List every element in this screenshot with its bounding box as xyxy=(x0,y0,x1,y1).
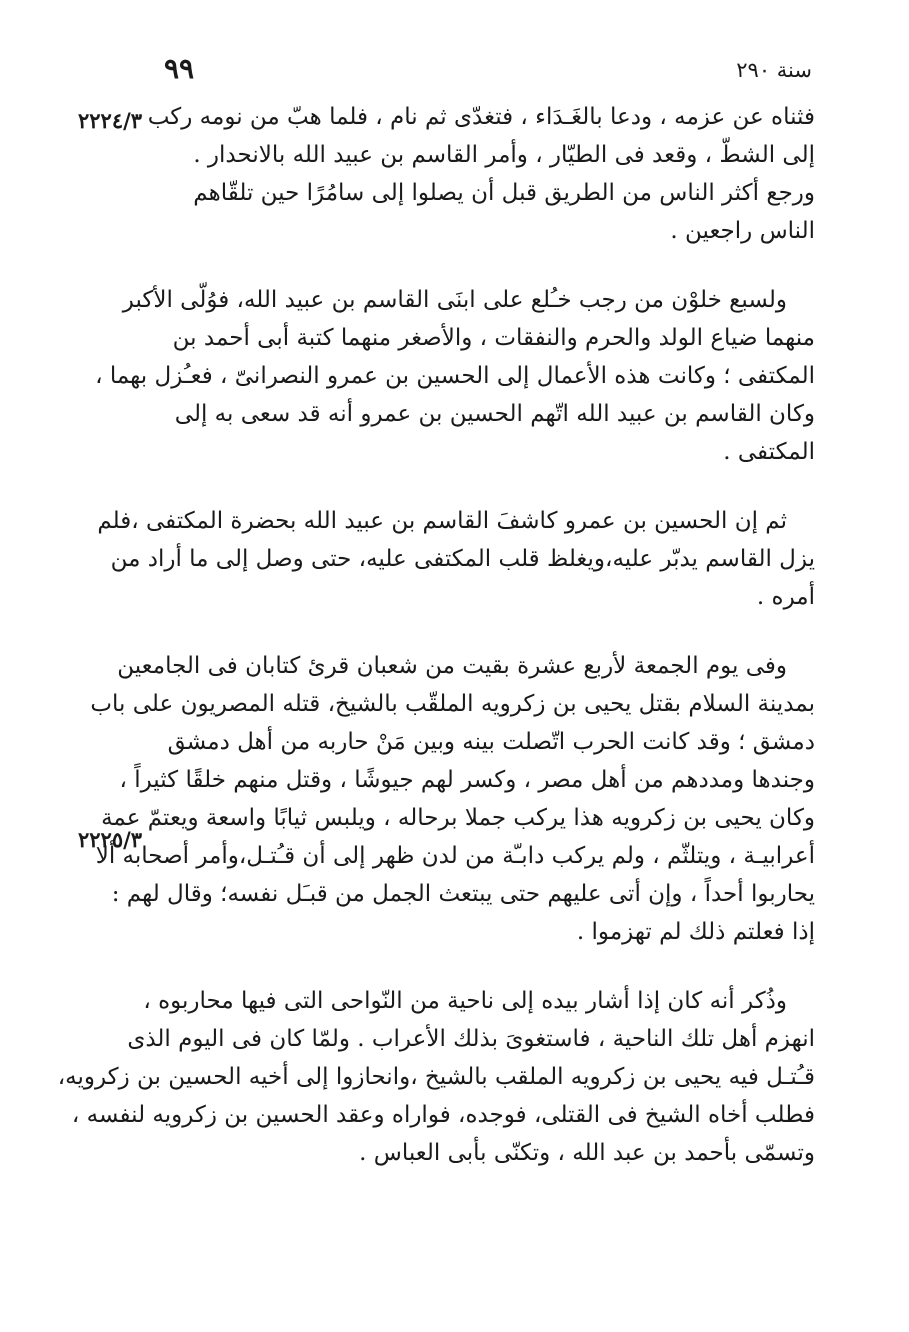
running-head: سنة ٢٩٠ xyxy=(736,58,812,82)
text-line: المكتفى ؛ وكانت هذه الأعمال إلى الحسين بن عمرو النصرانىّ ، فعـُزل بهما ، xyxy=(95,363,815,389)
text-line: أمره . xyxy=(756,584,815,610)
text-line: المكتفى . xyxy=(723,439,815,465)
page-header xyxy=(150,52,812,92)
text-line: قـُتـل فيه يحيى بن زكرويه الملقب بالشيخ ،وانحازوا إلى أخيه الحسين بن زكرويه، xyxy=(57,1064,815,1090)
margin-reference: ٢٢٢٤/٣ xyxy=(78,108,143,133)
text-line: ورجع أكثر الناس من الطريق قبل أن يصلوا إلى سامُرًا حين تلقّاهم xyxy=(193,180,815,206)
text-line: وجندها ومددهم من أهل مصر ، وكسر لهم جيوشًا ، وقتل منهم خلقًا كثيراً ، xyxy=(119,767,815,793)
paragraph xyxy=(57,982,815,1172)
text-line: دمشق ؛ وقد كانت الحرب اتّصلت بينه وبين مَنْ حاربه من أهل دمشق xyxy=(167,729,815,755)
paragraph xyxy=(95,281,815,471)
text-line: فطلب أخاه الشيخ فى القتلى، فوجده، فواراه وعقد الحسين بن زكرويه لنفسه ، xyxy=(71,1102,815,1128)
text-line: إلى الشطّ ، وقعد فى الطيّار ، وأمر القاسم بن عبيد الله بالانحدار . xyxy=(193,142,815,168)
text-line: يحاربوا أحداً ، وإن أتى عليهم حتى يبتعث الجمل من قبـَل نفسه؛ وقال لهم : xyxy=(111,881,815,907)
text-line: ولسبع خلوْن من رجب خـُلع على ابنَى القاسم بن عبيد الله، فوُلّى الأكبر xyxy=(122,287,787,313)
text-line: الناس راجعين . xyxy=(670,218,815,244)
text-line: فثناه عن عزمه ، ودعا بالغَـدَاء ، فتغدّى ثم نام ، فلما هبّ من نومه ركب xyxy=(147,104,815,130)
text-line: ثم إن الحسين بن عمرو كاشفَ القاسم بن عبيد الله بحضرة المكتفى ،فلم xyxy=(97,508,787,534)
text-line: أعرابيـة ، ويتلثّم ، ولم يركب دابـّة من لدن ظهر إلى أن قـُتـل،وأمر أصحابه ألا xyxy=(95,843,815,869)
text-line: وتسمّى بأحمد بن عبد الله ، وتكنّى بأبى العباس . xyxy=(359,1140,815,1166)
text-line: وفى يوم الجمعة لأربع عشرة بقيت من شعبان قرئ كتابان فى الجامعين xyxy=(117,653,787,679)
text-line: وذُكر أنه كان إذا أشار بيده إلى ناحية من النّواحى التى فيها محاربوه ، xyxy=(143,988,787,1014)
text-line: إذا فعلتم ذلك لم تهزموا . xyxy=(576,919,815,945)
paragraph xyxy=(147,98,815,250)
margin-reference: ٢٢٢٥/٣ xyxy=(78,827,143,852)
text-line: انهزم أهل تلك الناحية ، فاستغوىَ بذلك الأعراب . ولمّا كان فى اليوم الذى xyxy=(127,1026,815,1052)
text-line: يزل القاسم يدبّر عليه،ويغلظ قلب المكتفى عليه، حتى وصل إلى ما أراد من xyxy=(110,546,815,572)
text-line: منهما ضياع الولد والحرم والنفقات ، والأصغر منهما كتبة أبى أحمد بن xyxy=(172,325,815,351)
text-line: وكان يحيى بن زكرويه هذا يركب جملا برحاله ، ويلبس ثيابًا واسعة ويعتمّ عمة xyxy=(101,805,815,831)
text-line: وكان القاسم بن عبيد الله اتّهم الحسين بن عمرو أنه قد سعى به إلى xyxy=(174,401,815,427)
text-line: بمدينة السلام بقتل يحيى بن زكرويه الملقّب بالشيخ، قتله المصريون على باب xyxy=(90,691,815,717)
page-number: ٩٩ xyxy=(164,52,195,85)
paragraph xyxy=(97,502,815,616)
